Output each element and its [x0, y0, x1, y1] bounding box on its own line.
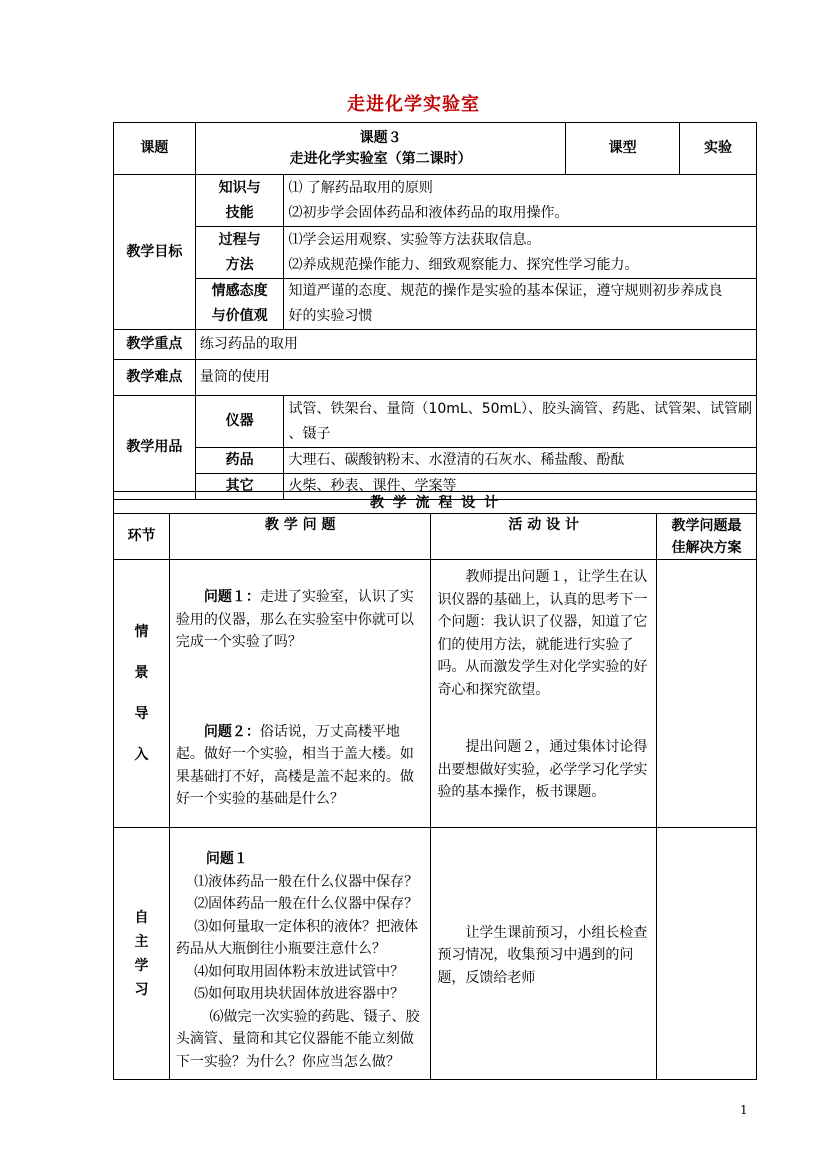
- stage-char: 习: [134, 981, 149, 998]
- activity-self-study: 让学生课前预习，小组长检查预习情况，收集预习中遇到的问题，反馈给老师: [437, 924, 648, 986]
- question-2: ⑵固体药品一般在什么仪器中保存？: [194, 896, 419, 912]
- objective-row-attitude: [114, 279, 757, 330]
- type-value: 实验: [679, 123, 756, 175]
- stage-activity-self-study: [431, 828, 657, 1080]
- topic-line-2: 走进化学实验室（第二课时）: [289, 150, 472, 167]
- materials-text: 试管、铁架台、量筒（10mL、50mL）、胶头滴管、药匙、试管架、试管刷: [288, 400, 752, 417]
- document-title: 走进化学实验室: [347, 94, 480, 115]
- stage-char: 自: [134, 909, 149, 926]
- topic-line-1: 课题３: [359, 129, 402, 146]
- materials-label-chemicals: 药品: [195, 448, 284, 474]
- question-6: ⑹做完一次实验的药匙、镊子、胶头滴管、量筒和其它仪器能不能立刻做下一实验？为什么？你应当怎么做？: [175, 1008, 420, 1070]
- activity-1: 教师提出问题１，让学生在认识仪器的基础上，认真的思考下一个问题：我认识了仪器，知道了它们的使用方法，就能进行实验了吗。从而激发学生对化学实验的好奇心和探究欲望。: [437, 569, 648, 698]
- materials-row-instruments: [114, 396, 757, 448]
- difficulty-value: 量筒的使用: [195, 360, 756, 396]
- question-1: ⑴液体药品一般在什么仪器中保存？: [194, 873, 419, 890]
- flow-column-header-row: [114, 514, 757, 560]
- topic-value: [195, 123, 565, 175]
- stage-row-intro: [114, 560, 757, 828]
- problem-text: 俗话说，万丈高楼平地起。做好一个实验，相当于盖大楼。如果基础打不好，高楼是盖不起来的。做好一个实验的基础是什么？: [175, 723, 414, 807]
- stage-char: 景: [134, 664, 149, 681]
- objective-label-process: [195, 227, 284, 279]
- stage-name-intro: [114, 560, 170, 828]
- flow-heading-row: [114, 492, 757, 514]
- col-header-solution-line: 佳解决方案: [671, 539, 742, 556]
- key-point-label: 教学重点: [114, 330, 196, 360]
- objective-content-process: [284, 227, 757, 279]
- stage-activities-intro: [431, 560, 657, 828]
- stage-row-self-study: [114, 828, 757, 1080]
- objective-label-line: 情感态度: [211, 283, 268, 299]
- activity-2: 提出问题２，通过集体讨论得出要想做好实验，必学学习化学实验的基本操作，板书课题。: [437, 739, 648, 800]
- objective-text: ⑵养成规范操作能力、细致观察能力、探究性学习能力。: [288, 256, 639, 273]
- problem-label: 问题２：: [203, 723, 260, 740]
- key-point-value: 练习药品的取用: [195, 330, 756, 360]
- objective-content-attitude: [284, 279, 757, 330]
- flow-heading: 教 学 流 程 设 计: [114, 492, 757, 514]
- problem-text: 走进了实验室，认识了实验用的仪器，那么在实验室中你就可以完成一个实验了吗？: [175, 589, 414, 650]
- materials-row-chemicals: [114, 448, 757, 474]
- objective-label-line: 过程与: [218, 231, 261, 248]
- col-header-solution: [657, 514, 757, 560]
- objectives-label: 教学目标: [114, 175, 196, 330]
- materials-content-chemicals: 大理石、碳酸钠粉末、水澄清的石灰水、稀盐酸、酚酞: [284, 448, 757, 474]
- stage-char: 情: [134, 623, 149, 640]
- teaching-flow-table: [113, 491, 757, 1080]
- difficulty-label: 教学难点: [114, 360, 196, 396]
- lesson-info-table: [113, 122, 757, 500]
- stage-solution-self-study: [657, 828, 757, 1080]
- stage-char: 主: [134, 933, 149, 950]
- objective-text: 知道严谨的态度、规范的操作是实验的基本保证，遵守规则初步养成良: [288, 283, 723, 299]
- problem-heading: 问题１: [205, 851, 248, 867]
- objective-text: ⑵初步学会固体药品和液体药品的取用操作。: [288, 204, 569, 221]
- col-header-problem: 教 学 问 题: [169, 514, 431, 560]
- stage-char: 导: [134, 705, 149, 722]
- objective-content-knowledge: [284, 175, 757, 227]
- topic-row: [114, 123, 757, 175]
- stage-char: 入: [134, 746, 149, 763]
- topic-label: 课题: [114, 123, 196, 175]
- stage-char: 学: [134, 957, 149, 974]
- key-point-row: [114, 330, 757, 360]
- objective-label-line: 方法: [225, 256, 254, 273]
- materials-content-other: 火柴、秒表、课件、学案等: [284, 474, 757, 500]
- stage-problems-self-study: [169, 828, 431, 1080]
- type-label: 课型: [566, 123, 680, 175]
- difficulty-row: [114, 360, 757, 396]
- stage-problems-intro: [169, 560, 431, 828]
- problem-label: 问题１：: [203, 589, 260, 605]
- col-header-stage: 环节: [114, 514, 170, 560]
- page-number: 1: [740, 1103, 748, 1117]
- objective-row-knowledge: [114, 175, 757, 227]
- materials-label: 教学用品: [114, 396, 196, 500]
- materials-label-instruments: 仪器: [195, 396, 284, 448]
- stage-solution-intro: [657, 560, 757, 828]
- objective-label-line: 技能: [225, 204, 254, 221]
- objective-row-process: [114, 227, 757, 279]
- question-4: ⑷如何取用固体粉末放进试管中？: [194, 963, 405, 980]
- question-5: ⑸如何取用块状固体放进容器中？: [194, 986, 405, 1002]
- col-header-activity: 活 动 设 计: [431, 514, 657, 560]
- materials-content-instruments: [284, 396, 757, 448]
- question-3: ⑶如何量取一定体积的液体？把液体药品从大瓶倒往小瓶要注意什么？: [175, 918, 419, 957]
- problem-1: [176, 586, 425, 654]
- objective-text: 好的实验习惯: [288, 308, 373, 324]
- objective-label-attitude: [195, 279, 284, 330]
- objective-label-line: 与价值观: [211, 308, 268, 324]
- objective-text: ⑴学会运用观察、实验等方法获取信息。: [288, 231, 541, 248]
- problem-2: [176, 721, 425, 811]
- stage-name-self-study: [114, 828, 170, 1080]
- materials-text: 、镊子: [288, 425, 331, 442]
- objective-text: ⑴ 了解药品取用的原则: [288, 179, 433, 196]
- objective-label-line: 知识与: [218, 179, 261, 196]
- col-header-solution-line: 教学问题最: [671, 517, 742, 534]
- materials-label-other: 其它: [195, 474, 284, 500]
- objective-label-knowledge: [195, 175, 284, 227]
